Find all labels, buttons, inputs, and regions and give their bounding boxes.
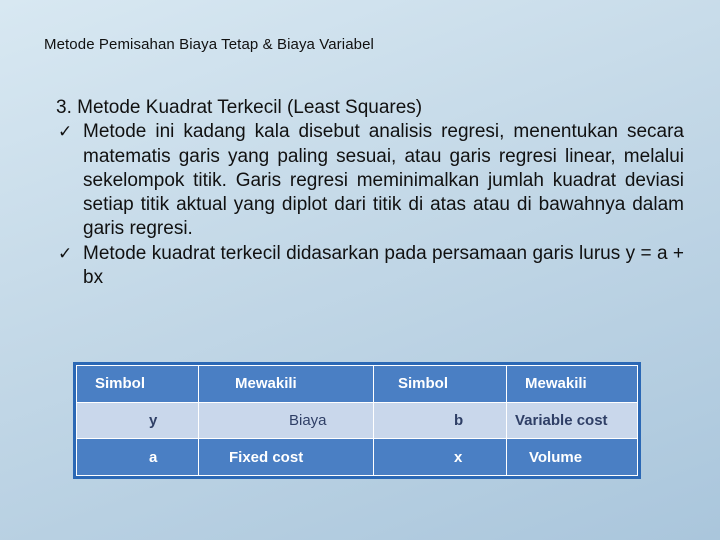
symbol-table: [73, 362, 641, 479]
bullet-text: Metode ini kadang kala disebut analisis regresi, menentukan secara matematis garis yang paling sesuai, atau garis regresi linear, melalui sekelompok titik. Garis regresi meminimalkan jumlah kuadrat deviasi setiap titik aktual yang diplot dari titik di atas atau di bawahnya dalam garis regresi.: [83, 121, 684, 240]
section-heading: 3. Metode Kuadrat Terkecil (Least Squares): [56, 97, 423, 118]
table-header-cell: Simbol: [374, 366, 507, 403]
table-cell: Variable cost: [507, 402, 638, 439]
bullet-text: Metode kuadrat terkecil didasarkan pada persamaan garis lurus y = a + bx: [83, 242, 684, 289]
bullet-item: [56, 120, 684, 241]
table-cell: a: [77, 439, 199, 476]
table-header-cell: Simbol: [77, 366, 199, 403]
table-cell: Biaya: [199, 402, 374, 439]
bullet-item: [56, 242, 684, 291]
content-body: [56, 96, 684, 290]
table-header-cell: Mewakili: [507, 366, 638, 403]
table-header-cell: Mewakili: [199, 366, 374, 403]
table-row: [77, 402, 638, 439]
table-header-row: [77, 366, 638, 403]
symbol-table-grid: [76, 365, 638, 476]
check-icon: ✓: [58, 243, 73, 264]
table-cell: b: [374, 402, 507, 439]
table-row: [77, 439, 638, 476]
table-cell: Volume: [507, 439, 638, 476]
check-icon: ✓: [58, 122, 73, 143]
table-cell: y: [77, 402, 199, 439]
table-cell: Fixed cost: [199, 439, 374, 476]
table-cell: x: [374, 439, 507, 476]
slide-title: Metode Pemisahan Biaya Tetap & Biaya Variabel: [44, 36, 374, 53]
